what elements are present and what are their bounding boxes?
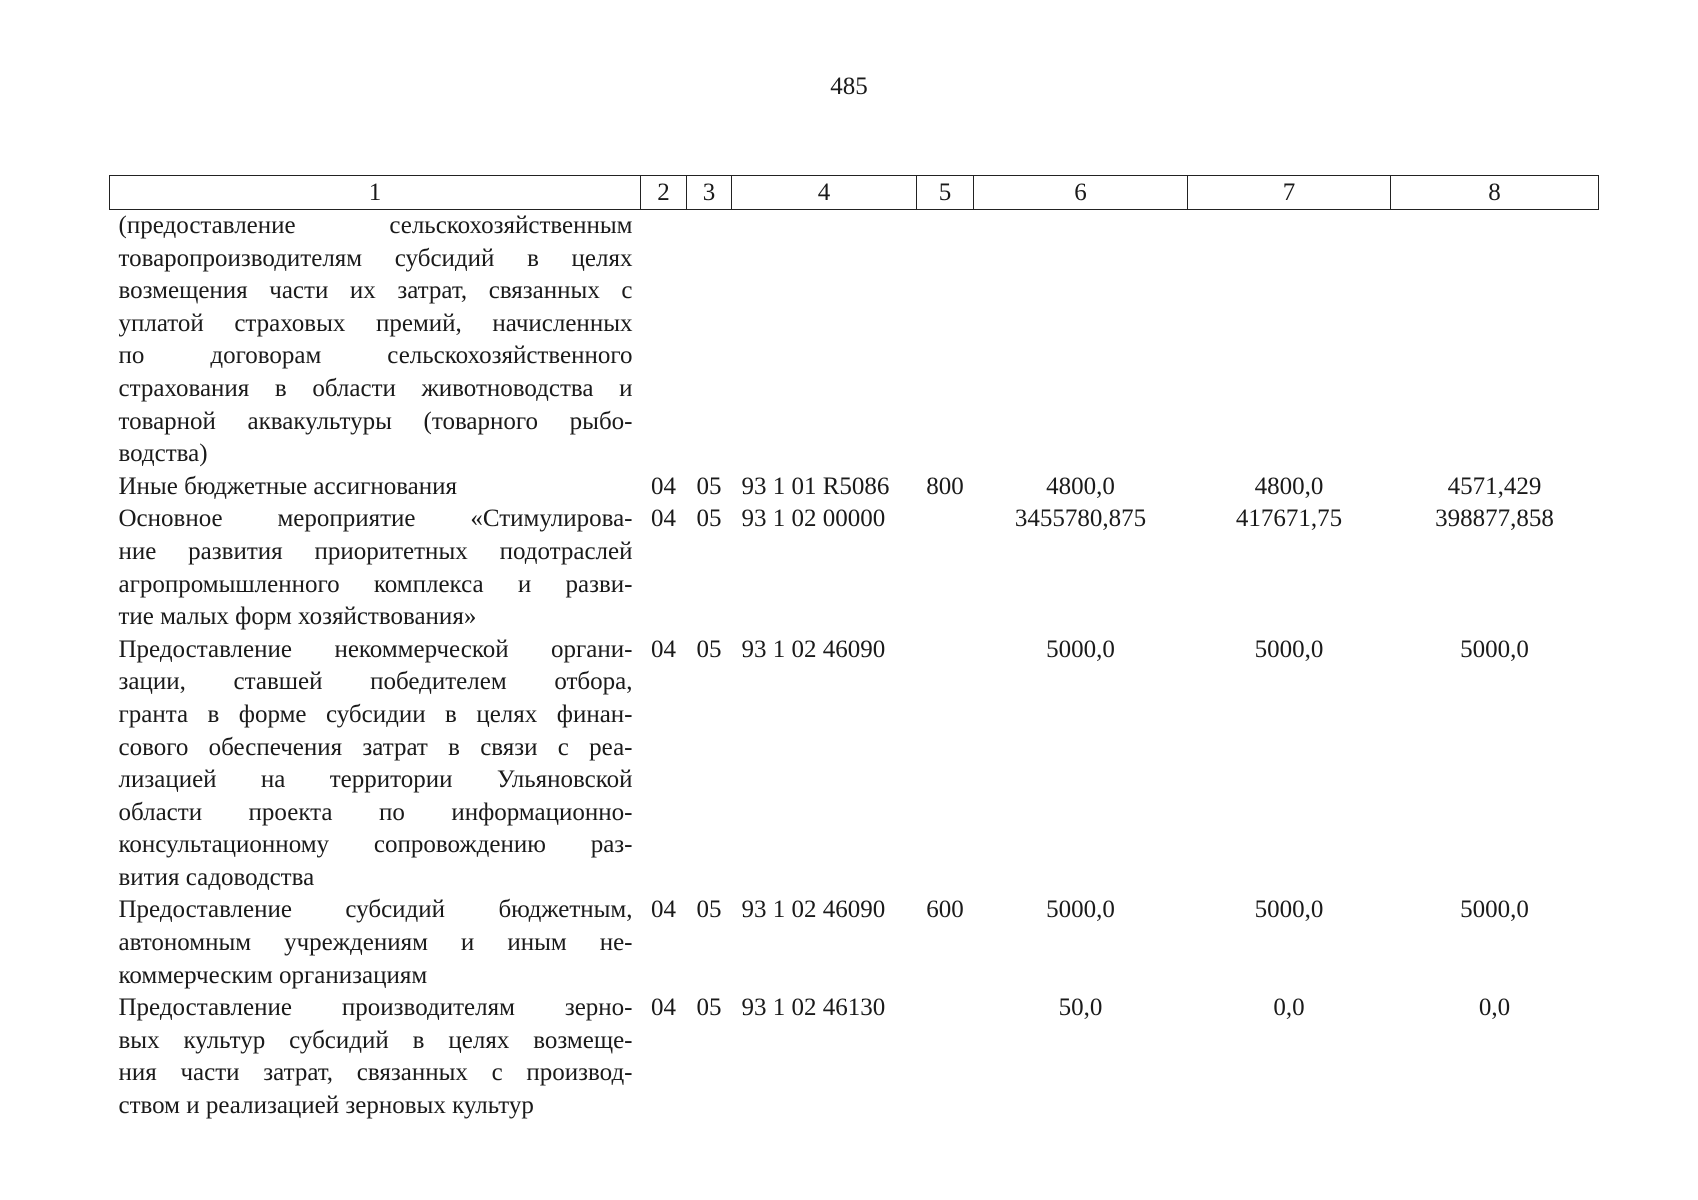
description-line: Основное мероприятие «Стимулирова- (118, 505, 633, 533)
row-description (110, 471, 641, 504)
section-code: 04 (651, 635, 676, 663)
amount-col-6 (974, 210, 1188, 471)
description-line: автономным учреждениям и иным не- (118, 929, 633, 957)
expense-type-code: 800 (926, 472, 964, 500)
description-line: коммерческим организациям (118, 961, 428, 989)
description-line: тие малых форм хозяйствования» (118, 603, 477, 631)
subsection-code: 05 (696, 472, 722, 500)
section-code: 04 (651, 994, 676, 1022)
amount-col-7: 4800,0 (1254, 472, 1324, 500)
budget-table (109, 175, 1599, 1123)
table-row (110, 210, 1599, 471)
header-cell: 2 (641, 176, 687, 210)
header-row (110, 176, 1599, 210)
amount-col-8: 4571,429 (1447, 472, 1542, 500)
amount-col-8 (1391, 210, 1599, 471)
amount-col-6: 5000,0 (1046, 635, 1115, 663)
subsection-code: 05 (696, 896, 722, 924)
amount-col-6: 5000,0 (1046, 896, 1115, 924)
amount-col-6: 4800,0 (1046, 472, 1115, 500)
row-description (110, 634, 641, 895)
amount-col-7 (1188, 210, 1391, 471)
subsection-code: 05 (696, 994, 722, 1022)
amount-col-8: 0,0 (1478, 994, 1511, 1022)
description-line: товарной аквакультуры (товарного рыбо- (118, 407, 633, 435)
subsection-code: 05 (696, 505, 722, 533)
description-line: по договорам сельскохозяйственного (118, 342, 633, 370)
table-row (110, 634, 1599, 895)
target-article-code: 93 1 01 R5086 (741, 472, 890, 500)
table-row (110, 471, 1599, 504)
row-description (110, 894, 641, 992)
subsection-code: 05 (696, 635, 722, 663)
description-line: Предоставление субсидий бюджетным, (118, 896, 633, 924)
header-cell: 4 (732, 176, 917, 210)
description-line: водства) (118, 440, 208, 468)
table-row (110, 992, 1599, 1122)
description-line: сового обеспечения затрат в связи с реа- (118, 733, 633, 761)
expense-type-code (917, 210, 974, 471)
section-code: 04 (651, 896, 676, 924)
description-line: ством и реализацией зерновых культур (118, 1092, 534, 1120)
description-line: страхования в области животноводства и (118, 374, 633, 402)
subsection-code (687, 210, 732, 471)
target-article-code: 93 1 02 00000 (741, 505, 886, 533)
row-description (110, 992, 641, 1122)
description-line: (предоставление сельскохозяйственным (118, 212, 633, 239)
description-line: консультационному сопровождению раз- (118, 831, 633, 859)
section-code: 04 (651, 505, 676, 533)
description-line: гранта в форме субсидии в целях финан- (118, 700, 633, 728)
amount-col-7: 5000,0 (1254, 896, 1324, 924)
expense-type-code: 600 (926, 896, 964, 924)
expense-type-code (917, 634, 974, 895)
amount-col-8: 5000,0 (1460, 896, 1529, 924)
table-row (110, 503, 1599, 633)
expense-type-code (917, 992, 974, 1122)
target-article-code: 93 1 02 46090 (741, 896, 886, 924)
description-line: лизацией на территории Ульяновской (118, 766, 633, 794)
description-line: ния части затрат, связанных с производ- (118, 1059, 633, 1087)
description-line: Предоставление некоммерческой органи- (118, 635, 633, 663)
description-line: агропромышленного комплекса и разви- (118, 570, 633, 598)
expense-type-code (917, 503, 974, 633)
header-cell: 5 (917, 176, 974, 210)
page-number: 485 (830, 73, 868, 100)
amount-col-7: 417671,75 (1235, 505, 1343, 533)
table-row (110, 894, 1599, 992)
row-description (110, 210, 641, 471)
amount-col-7: 5000,0 (1254, 635, 1324, 663)
description-line: возмещения части их затрат, связанных с (118, 277, 633, 305)
description-line: зации, ставшей победителем отбора, (118, 668, 633, 696)
target-article-code: 93 1 02 46090 (741, 635, 886, 663)
amount-col-8: 398877,858 (1435, 505, 1554, 533)
description-line: вития садоводства (118, 863, 315, 891)
amount-col-7: 0,0 (1273, 994, 1305, 1022)
description-line: уплатой страховых премий, начисленных (118, 309, 633, 337)
header-cell: 3 (687, 176, 732, 210)
description-line: товаропроизводителям субсидий в целях (118, 244, 633, 272)
section-code: 04 (651, 472, 676, 500)
description-line: Предоставление производителям зерно- (118, 994, 633, 1022)
section-code (641, 210, 687, 471)
target-article-code: 93 1 02 46130 (741, 994, 886, 1022)
amount-col-8: 5000,0 (1460, 635, 1529, 663)
row-description (110, 503, 641, 633)
description-line: вых культур субсидий в целях возмеще- (118, 1026, 633, 1054)
description-line: области проекта по информационно- (118, 798, 633, 826)
amount-col-6: 3455780,875 (1014, 505, 1147, 533)
header-cell: 7 (1188, 176, 1391, 210)
header-cell: 6 (974, 176, 1188, 210)
description-line: Иные бюджетные ассигнования (118, 472, 458, 500)
header-cell: 8 (1391, 176, 1599, 210)
header-cell: 1 (110, 176, 641, 210)
description-line: ние развития приоритетных подотраслей (118, 537, 633, 565)
amount-col-6: 50,0 (1058, 994, 1103, 1022)
target-article-code (732, 210, 917, 471)
